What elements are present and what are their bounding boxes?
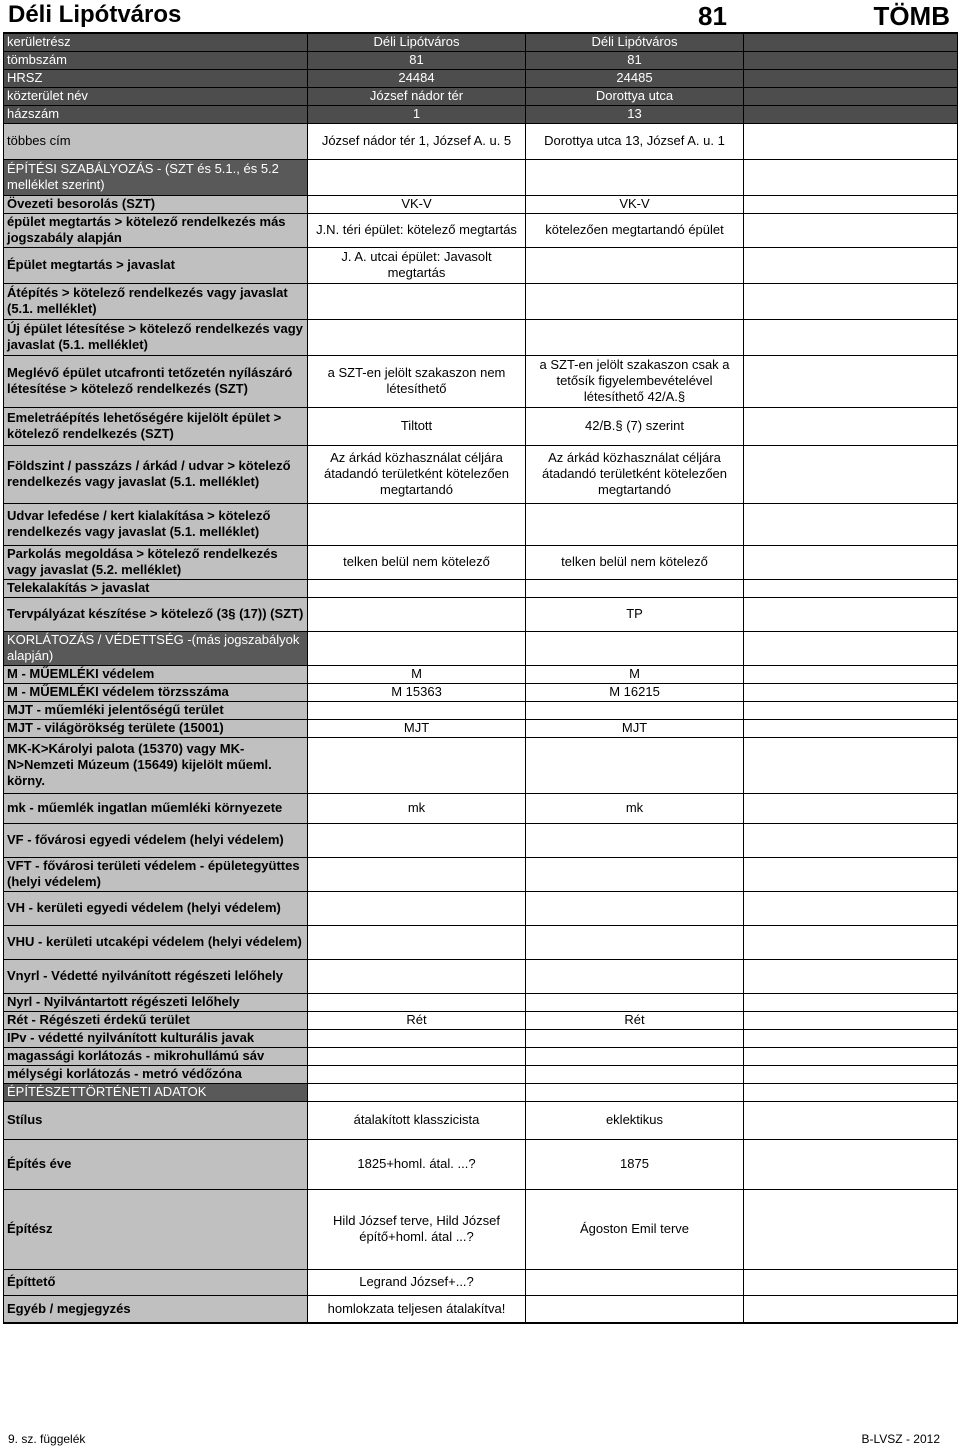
empty-cell [744,683,958,701]
value-lot-2 [526,701,744,719]
value-lot-2: M [526,665,744,683]
title-row [0,0,960,32]
empty-cell [744,1047,958,1065]
empty-cell [744,503,958,545]
value-lot-1: a SZT-en jelölt szakaszon nem létesíthető [308,355,526,407]
value-lot-2 [526,1047,744,1065]
empty-cell [744,959,958,993]
empty-cell [744,701,958,719]
table-row [4,683,958,701]
table-row [4,407,958,445]
empty-cell [744,407,958,445]
empty-cell [744,793,958,823]
value-lot-2: M 16215 [526,683,744,701]
value-lot-1: telken belül nem kötelező [308,545,526,579]
block-number: 81 [698,1,727,31]
value-lot-2 [526,1083,744,1101]
value-lot-1 [308,1065,526,1083]
table-row [4,123,958,159]
row-label: közterület név [4,87,308,105]
empty-cell [744,1011,958,1029]
row-label: VH - kerületi egyedi védelem (helyi védelem) [4,891,308,925]
value-lot-2: telken belül nem kötelező [526,545,744,579]
empty-cell [744,1083,958,1101]
table-row [4,701,958,719]
row-label: MJT - világörökség területe (15001) [4,719,308,737]
value-lot-2: Rét [526,1011,744,1029]
value-lot-2: 13 [526,105,744,123]
value-lot-2 [526,1295,744,1323]
row-label: mélységi korlátozás - metró védőzóna [4,1065,308,1083]
value-lot-1: József nádor tér [308,87,526,105]
row-label: Építész [4,1189,308,1269]
value-lot-2: Ágoston Emil terve [526,1189,744,1269]
value-lot-2: 1875 [526,1139,744,1189]
empty-cell [744,247,958,283]
value-lot-2 [526,993,744,1011]
value-lot-2 [526,959,744,993]
value-lot-2 [526,1269,744,1295]
table-row [4,579,958,597]
value-lot-1: Legrand József+...? [308,1269,526,1295]
empty-cell [744,33,958,51]
value-lot-1 [308,631,526,665]
empty-cell [744,319,958,355]
table-row [4,823,958,857]
value-lot-2 [526,857,744,891]
table-row [4,1083,958,1101]
value-lot-1: MJT [308,719,526,737]
empty-cell [744,69,958,87]
row-label: VHU - kerületi utcaképi védelem (helyi védelem) [4,925,308,959]
value-lot-1: átalakított klasszicista [308,1101,526,1139]
row-label: Rét - Régészeti érdekű terület [4,1011,308,1029]
empty-cell [744,213,958,247]
table-row [4,247,958,283]
value-lot-2 [526,1065,744,1083]
row-label: VF - fővárosi egyedi védelem (helyi védelem) [4,823,308,857]
row-label: Átépítés > kötelező rendelkezés vagy javaslat (5.1. melléklet) [4,283,308,319]
table-row [4,213,958,247]
table-row [4,631,958,665]
table-row [4,993,958,1011]
value-lot-1 [308,1029,526,1047]
value-lot-1 [308,159,526,195]
table-row [4,891,958,925]
empty-cell [744,283,958,319]
table-row [4,925,958,959]
table-row [4,1295,958,1323]
empty-cell [744,105,958,123]
value-lot-2: Dorottya utca [526,87,744,105]
value-lot-1 [308,319,526,355]
value-lot-1 [308,1047,526,1065]
empty-cell [744,1295,958,1323]
empty-cell [744,857,958,891]
value-lot-1 [308,597,526,631]
table-row [4,51,958,69]
value-lot-1: Déli Lipótváros [308,33,526,51]
empty-cell [744,123,958,159]
value-lot-1: 81 [308,51,526,69]
empty-cell [744,1139,958,1189]
value-lot-2 [526,737,744,793]
empty-cell [744,925,958,959]
value-lot-1: M 15363 [308,683,526,701]
row-label: Övezeti besorolás (SZT) [4,195,308,213]
row-label: Parkolás megoldása > kötelező rendelkezés vagy javaslat (5.2. melléklet) [4,545,308,579]
value-lot-1: Rét [308,1011,526,1029]
table-row [4,737,958,793]
value-lot-2: 24485 [526,69,744,87]
empty-cell [744,823,958,857]
value-lot-1: J.N. téri épület: kötelező megtartás [308,213,526,247]
value-lot-1 [308,737,526,793]
table-row [4,1029,958,1047]
value-lot-2 [526,891,744,925]
empty-cell [744,159,958,195]
value-lot-1: Az árkád közhasználat céljára átadandó területként kötelezően megtartandó [308,445,526,503]
table-row [4,319,958,355]
table-row [4,355,958,407]
value-lot-1: M [308,665,526,683]
empty-cell [744,597,958,631]
table-row [4,1011,958,1029]
table-row [4,1139,958,1189]
row-label: MJT - műemléki jelentőségű terület [4,701,308,719]
table-row [4,597,958,631]
value-lot-1: 24484 [308,69,526,87]
empty-cell [744,545,958,579]
row-label: IPv - védetté nyilvánított kulturális javak [4,1029,308,1047]
table-row [4,545,958,579]
table-row [4,195,958,213]
value-lot-2: MJT [526,719,744,737]
value-lot-2 [526,159,744,195]
value-lot-1 [308,959,526,993]
value-lot-2: eklektikus [526,1101,744,1139]
row-label: M - MŰEMLÉKI védelem [4,665,308,683]
table-row [4,1047,958,1065]
block-label: TÖMB [873,1,950,31]
value-lot-2 [526,1029,744,1047]
empty-cell [744,445,958,503]
value-lot-2: Az árkád közhasználat céljára átadandó területként kötelezően megtartandó [526,445,744,503]
value-lot-2: TP [526,597,744,631]
table-row [4,793,958,823]
empty-cell [744,665,958,683]
table-row [4,959,958,993]
row-label: VFT - fővárosi területi védelem - épületegyüttes (helyi védelem) [4,857,308,891]
value-lot-2: mk [526,793,744,823]
empty-cell [744,719,958,737]
empty-cell [744,51,958,69]
value-lot-1 [308,579,526,597]
row-label: mk - műemlék ingatlan műemléki környezete [4,793,308,823]
table-row [4,87,958,105]
row-label: KORLÁTOZÁS / VÉDETTSÉG -(más jogszabályok alapján) [4,631,308,665]
row-label: HRSZ [4,69,308,87]
empty-cell [744,87,958,105]
row-label: Telekalakítás > javaslat [4,579,308,597]
table-row [4,665,958,683]
value-lot-1: homlokzata teljesen átalakítva! [308,1295,526,1323]
value-lot-1 [308,891,526,925]
empty-cell [744,195,958,213]
value-lot-1 [308,701,526,719]
table-row [4,445,958,503]
value-lot-2 [526,823,744,857]
value-lot-1: 1 [308,105,526,123]
empty-cell [744,1065,958,1083]
footer-code: B-LVSZ - 2012 [861,1432,940,1446]
value-lot-2 [526,503,744,545]
row-label: MK-K>Károlyi palota (15370) vagy MK-N>Nemzeti Múzeum (15649) kijelölt műeml. körny. [4,737,308,793]
row-label: magassági korlátozás - mikrohullámú sáv [4,1047,308,1065]
row-label: Nyrl - Nyilvántartott régészeti lelőhely [4,993,308,1011]
value-lot-1: József nádor tér 1, József A. u. 5 [308,123,526,159]
row-label: Új épület létesítése > kötelező rendelkezés vagy javaslat (5.1. melléklet) [4,319,308,355]
table-row [4,33,958,51]
value-lot-2 [526,247,744,283]
empty-cell [744,891,958,925]
value-lot-2 [526,925,744,959]
footer-appendix: 9. sz. függelék [8,1432,86,1446]
row-label: Vnyrl - Védetté nyilvánított régészeti lelőhely [4,959,308,993]
value-lot-2 [526,579,744,597]
row-label: Építés éve [4,1139,308,1189]
row-label: Udvar lefedése / kert kialakítása > kötelező rendelkezés vagy javaslat (5.1. melléklet) [4,503,308,545]
empty-cell [744,355,958,407]
table-row [4,105,958,123]
row-label: Földszint / passzázs / árkád / udvar > kötelező rendelkezés vagy javaslat (5.1. melléklet) [4,445,308,503]
value-lot-1 [308,1083,526,1101]
value-lot-1: Hild József terve, Hild József építő+homl. átal ...? [308,1189,526,1269]
row-label: Építtető [4,1269,308,1295]
row-label: ÉPÍTÉSZETTÖRTÉNETI ADATOK [4,1083,308,1101]
table-row [4,159,958,195]
value-lot-1: VK-V [308,195,526,213]
value-lot-1 [308,503,526,545]
value-lot-2 [526,631,744,665]
value-lot-2: a SZT-en jelölt szakaszon csak a tetősík figyelembevételével létesíthető 42/A.§ [526,355,744,407]
value-lot-2: VK-V [526,195,744,213]
value-lot-2 [526,319,744,355]
value-lot-1 [308,925,526,959]
value-lot-2: Déli Lipótváros [526,33,744,51]
table-row [4,719,958,737]
empty-cell [744,1269,958,1295]
row-label: Épület megtartás > javaslat [4,247,308,283]
row-label: ÉPÍTÉSI SZABÁLYOZÁS - (SZT és 5.1., és 5.2 melléklet szerint) [4,159,308,195]
empty-cell [744,993,958,1011]
table-row [4,503,958,545]
value-lot-1: Tiltott [308,407,526,445]
value-lot-2: Dorottya utca 13, József A. u. 1 [526,123,744,159]
table-row [4,1189,958,1269]
row-label: Emeletráépítés lehetőségére kijelölt épület > kötelező rendelkezés (SZT) [4,407,308,445]
value-lot-1: mk [308,793,526,823]
value-lot-2 [526,283,744,319]
value-lot-1: 1825+homl. átal. ...? [308,1139,526,1189]
empty-cell [744,579,958,597]
table-row [4,283,958,319]
block-title: Déli Lipótváros [8,1,182,28]
row-label: M - MŰEMLÉKI védelem törzsszáma [4,683,308,701]
data-table [3,32,958,1324]
row-label: tömbszám [4,51,308,69]
row-label: épület megtartás > kötelező rendelkezés más jogszabály alapján [4,213,308,247]
value-lot-1 [308,823,526,857]
value-lot-1 [308,857,526,891]
empty-cell [744,631,958,665]
table-row [4,1065,958,1083]
value-lot-2: kötelezően megtartandó épület [526,213,744,247]
empty-cell [744,1101,958,1139]
row-label: Stílus [4,1101,308,1139]
row-label: Tervpályázat készítése > kötelező (3§ (17)) (SZT) [4,597,308,631]
row-label: többes cím [4,123,308,159]
row-label: kerületrész [4,33,308,51]
row-label: Egyéb / megjegyzés [4,1295,308,1323]
value-lot-2: 42/B.§ (7) szerint [526,407,744,445]
value-lot-1 [308,283,526,319]
empty-cell [744,737,958,793]
value-lot-2: 81 [526,51,744,69]
table-row [4,1269,958,1295]
value-lot-1 [308,993,526,1011]
table-row [4,857,958,891]
value-lot-1: J. A. utcai épület: Javasolt megtartás [308,247,526,283]
empty-cell [744,1029,958,1047]
table-row [4,69,958,87]
empty-cell [744,1189,958,1269]
row-label: házszám [4,105,308,123]
table-row [4,1101,958,1139]
row-label: Meglévő épület utcafronti tetőzetén nyílászáró létesítése > kötelező rendelkezés (SZT) [4,355,308,407]
